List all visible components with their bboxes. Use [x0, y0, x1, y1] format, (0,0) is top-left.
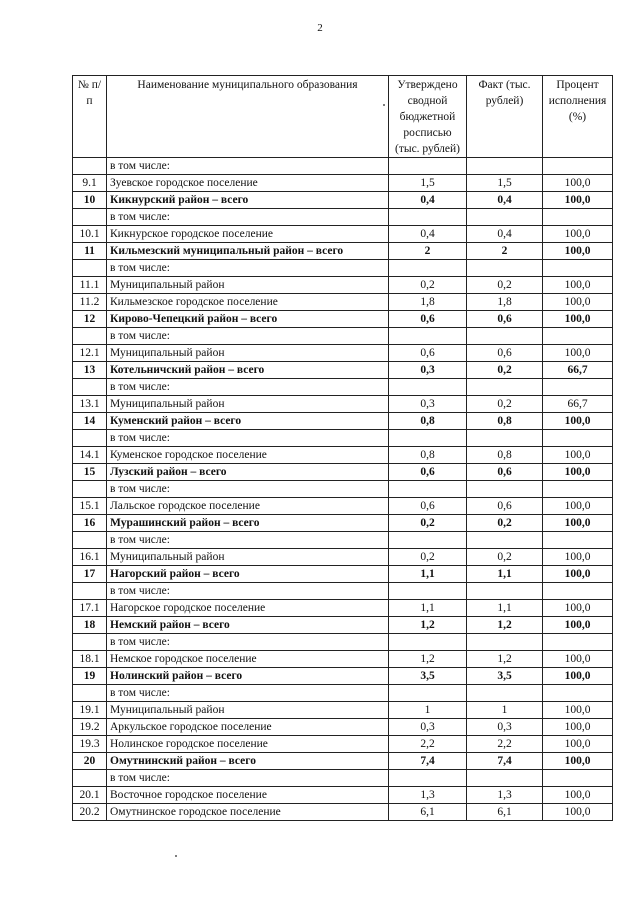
cell-fact: 1,2: [467, 651, 543, 668]
cell-fact: 0,2: [467, 362, 543, 379]
cell-fact: 1,8: [467, 294, 543, 311]
cell-percent: [543, 158, 613, 175]
cell-name: Нагорское городское поселение: [107, 600, 389, 617]
scan-speck: [383, 104, 385, 106]
header-row: [73, 76, 613, 158]
table-row: [73, 532, 613, 549]
cell-approved: [389, 158, 467, 175]
table-row: [73, 498, 613, 515]
cell-approved: 0,2: [389, 515, 467, 532]
cell-fact: 1,1: [467, 600, 543, 617]
table-row-district-total: [73, 192, 613, 209]
cell-percent: 100,0: [543, 719, 613, 736]
cell-approved: 2: [389, 243, 467, 260]
cell-approved: 2,2: [389, 736, 467, 753]
cell-name: в том числе:: [107, 634, 389, 651]
cell-percent: 100,0: [543, 243, 613, 260]
table-row: [73, 430, 613, 447]
cell-approved: [389, 260, 467, 277]
cell-num: 14: [73, 413, 107, 430]
cell-num: 13: [73, 362, 107, 379]
cell-percent: [543, 379, 613, 396]
cell-num: 19.2: [73, 719, 107, 736]
table-row: [73, 260, 613, 277]
cell-approved: [389, 379, 467, 396]
cell-fact: [467, 158, 543, 175]
header-name: Наименование муниципального образования: [107, 76, 389, 158]
cell-num: [73, 481, 107, 498]
cell-num: [73, 379, 107, 396]
cell-fact: [467, 583, 543, 600]
cell-num: 18.1: [73, 651, 107, 668]
cell-percent: 100,0: [543, 804, 613, 821]
header-fact: Факт (тыс. рублей): [467, 76, 543, 158]
cell-num: 20.2: [73, 804, 107, 821]
cell-approved: 1,1: [389, 566, 467, 583]
cell-percent: 100,0: [543, 600, 613, 617]
cell-percent: 100,0: [543, 566, 613, 583]
cell-num: 11.2: [73, 294, 107, 311]
table-row: [73, 294, 613, 311]
cell-approved: [389, 770, 467, 787]
cell-name: в том числе:: [107, 260, 389, 277]
cell-num: 10.1: [73, 226, 107, 243]
header-num: № п/п: [73, 76, 107, 158]
cell-name: в том числе:: [107, 583, 389, 600]
table-row: [73, 702, 613, 719]
cell-name: в том числе:: [107, 328, 389, 345]
cell-num: 20.1: [73, 787, 107, 804]
cell-approved: 0,4: [389, 226, 467, 243]
table-row-district-total: [73, 753, 613, 770]
cell-name: в том числе:: [107, 685, 389, 702]
cell-approved: 1,5: [389, 175, 467, 192]
table-row: [73, 685, 613, 702]
cell-percent: 100,0: [543, 702, 613, 719]
cell-percent: 100,0: [543, 651, 613, 668]
table-row: [73, 634, 613, 651]
cell-num: 15: [73, 464, 107, 481]
cell-fact: [467, 532, 543, 549]
cell-name: в том числе:: [107, 532, 389, 549]
table-row-district-total: [73, 243, 613, 260]
cell-percent: [543, 328, 613, 345]
cell-approved: 0,6: [389, 311, 467, 328]
cell-name: Муниципальный район: [107, 345, 389, 362]
cell-percent: [543, 532, 613, 549]
cell-approved: [389, 481, 467, 498]
cell-num: 15.1: [73, 498, 107, 515]
table-row-district-total: [73, 311, 613, 328]
cell-name: Восточное городское поселение: [107, 787, 389, 804]
cell-percent: 66,7: [543, 362, 613, 379]
table-row: [73, 379, 613, 396]
cell-name: Кикнурский район – всего: [107, 192, 389, 209]
table-row-district-total: [73, 515, 613, 532]
cell-approved: 3,5: [389, 668, 467, 685]
cell-percent: [543, 634, 613, 651]
cell-percent: 100,0: [543, 277, 613, 294]
cell-percent: 100,0: [543, 311, 613, 328]
cell-approved: 0,4: [389, 192, 467, 209]
cell-fact: 0,2: [467, 277, 543, 294]
cell-percent: 100,0: [543, 413, 613, 430]
cell-fact: 0,6: [467, 311, 543, 328]
cell-percent: [543, 260, 613, 277]
cell-num: [73, 583, 107, 600]
table-row: [73, 345, 613, 362]
cell-num: 20: [73, 753, 107, 770]
table-row: [73, 583, 613, 600]
table-row-district-total: [73, 617, 613, 634]
cell-approved: 0,2: [389, 549, 467, 566]
table-row-district-total: [73, 464, 613, 481]
cell-percent: 100,0: [543, 753, 613, 770]
cell-percent: 100,0: [543, 787, 613, 804]
cell-name: в том числе:: [107, 430, 389, 447]
cell-name: Кикнурское городское поселение: [107, 226, 389, 243]
cell-percent: 100,0: [543, 345, 613, 362]
cell-percent: [543, 430, 613, 447]
cell-approved: 6,1: [389, 804, 467, 821]
cell-fact: [467, 634, 543, 651]
cell-approved: [389, 634, 467, 651]
cell-approved: 0,6: [389, 345, 467, 362]
table-row: [73, 277, 613, 294]
table-row: [73, 481, 613, 498]
table-row: [73, 175, 613, 192]
table-row: [73, 719, 613, 736]
cell-percent: [543, 770, 613, 787]
cell-num: 10: [73, 192, 107, 209]
table-row: [73, 396, 613, 413]
cell-name: в том числе:: [107, 481, 389, 498]
table-header: [73, 76, 613, 158]
cell-approved: 0,8: [389, 413, 467, 430]
cell-approved: [389, 685, 467, 702]
header-percent: Процент исполнения (%): [543, 76, 613, 158]
cell-percent: 66,7: [543, 396, 613, 413]
table-row: [73, 549, 613, 566]
cell-name: Мурашинский район – всего: [107, 515, 389, 532]
cell-name: Омутнинское городское поселение: [107, 804, 389, 821]
cell-num: [73, 634, 107, 651]
table-row-district-total: [73, 668, 613, 685]
table-row: [73, 787, 613, 804]
cell-fact: 0,2: [467, 396, 543, 413]
cell-approved: 1,8: [389, 294, 467, 311]
cell-percent: 100,0: [543, 515, 613, 532]
cell-percent: [543, 685, 613, 702]
cell-fact: 2: [467, 243, 543, 260]
cell-name: Кирово-Чепецкий район – всего: [107, 311, 389, 328]
cell-percent: 100,0: [543, 736, 613, 753]
cell-fact: 1,3: [467, 787, 543, 804]
cell-approved: [389, 583, 467, 600]
cell-name: Кильмезский муниципальный район – всего: [107, 243, 389, 260]
cell-percent: 100,0: [543, 668, 613, 685]
cell-num: [73, 430, 107, 447]
cell-fact: 0,6: [467, 498, 543, 515]
cell-num: 14.1: [73, 447, 107, 464]
cell-approved: 0,2: [389, 277, 467, 294]
cell-fact: 1,2: [467, 617, 543, 634]
cell-fact: 1,1: [467, 566, 543, 583]
cell-num: 18: [73, 617, 107, 634]
cell-num: 16: [73, 515, 107, 532]
table-row: [73, 447, 613, 464]
scan-speck: [175, 855, 177, 857]
cell-percent: 100,0: [543, 192, 613, 209]
cell-num: [73, 260, 107, 277]
cell-approved: [389, 209, 467, 226]
cell-num: [73, 158, 107, 175]
cell-approved: 1,2: [389, 651, 467, 668]
cell-percent: 100,0: [543, 226, 613, 243]
cell-approved: 0,8: [389, 447, 467, 464]
table-row: [73, 770, 613, 787]
cell-name: Немское городское поселение: [107, 651, 389, 668]
cell-percent: [543, 481, 613, 498]
cell-num: [73, 685, 107, 702]
cell-name: Кильмезское городское поселение: [107, 294, 389, 311]
cell-num: 12.1: [73, 345, 107, 362]
cell-percent: [543, 583, 613, 600]
cell-num: [73, 209, 107, 226]
cell-approved: 0,6: [389, 498, 467, 515]
cell-name: Муниципальный район: [107, 549, 389, 566]
cell-fact: [467, 379, 543, 396]
cell-num: 17.1: [73, 600, 107, 617]
table-row-district-total: [73, 362, 613, 379]
cell-fact: [467, 209, 543, 226]
cell-num: 17: [73, 566, 107, 583]
table-body: [73, 158, 613, 821]
cell-name: Куменское городское поселение: [107, 447, 389, 464]
cell-name: в том числе:: [107, 158, 389, 175]
cell-approved: 1,1: [389, 600, 467, 617]
cell-approved: 0,3: [389, 362, 467, 379]
table-row: [73, 328, 613, 345]
cell-name: в том числе:: [107, 209, 389, 226]
table-row: [73, 226, 613, 243]
cell-fact: 0,2: [467, 515, 543, 532]
cell-num: 11.1: [73, 277, 107, 294]
cell-name: Омутнинский район – всего: [107, 753, 389, 770]
table-row: [73, 651, 613, 668]
cell-num: 13.1: [73, 396, 107, 413]
cell-approved: [389, 532, 467, 549]
cell-percent: 100,0: [543, 175, 613, 192]
cell-fact: [467, 685, 543, 702]
cell-percent: [543, 209, 613, 226]
cell-fact: 0,4: [467, 226, 543, 243]
cell-approved: 1,2: [389, 617, 467, 634]
header-approved: Утверждено сводной бюджетной росписью (тыс. рублей): [389, 76, 467, 158]
cell-fact: [467, 481, 543, 498]
cell-fact: 0,2: [467, 549, 543, 566]
cell-name: в том числе:: [107, 770, 389, 787]
budget-execution-table: [72, 75, 613, 821]
cell-fact: 0,8: [467, 447, 543, 464]
cell-num: 16.1: [73, 549, 107, 566]
cell-num: 19.3: [73, 736, 107, 753]
table-row: [73, 804, 613, 821]
table-row: [73, 209, 613, 226]
cell-fact: [467, 260, 543, 277]
cell-approved: 1,3: [389, 787, 467, 804]
cell-approved: 0,3: [389, 719, 467, 736]
cell-fact: 0,6: [467, 345, 543, 362]
cell-percent: 100,0: [543, 549, 613, 566]
cell-fact: 7,4: [467, 753, 543, 770]
cell-fact: 0,8: [467, 413, 543, 430]
cell-approved: 7,4: [389, 753, 467, 770]
cell-fact: 1,5: [467, 175, 543, 192]
cell-name: Нолинское городское поселение: [107, 736, 389, 753]
cell-fact: 6,1: [467, 804, 543, 821]
cell-name: Нагорский район – всего: [107, 566, 389, 583]
cell-approved: 0,6: [389, 464, 467, 481]
cell-name: Зуевское городское поселение: [107, 175, 389, 192]
cell-approved: [389, 328, 467, 345]
cell-num: 19: [73, 668, 107, 685]
table-row: [73, 736, 613, 753]
page-number: 2: [317, 22, 323, 34]
table-row: [73, 600, 613, 617]
cell-percent: 100,0: [543, 498, 613, 515]
cell-num: 9.1: [73, 175, 107, 192]
cell-name: Лальское городское поселение: [107, 498, 389, 515]
cell-name: Муниципальный район: [107, 277, 389, 294]
cell-num: 11: [73, 243, 107, 260]
table-row-district-total: [73, 566, 613, 583]
cell-name: Немский район – всего: [107, 617, 389, 634]
cell-name: в том числе:: [107, 379, 389, 396]
cell-fact: 2,2: [467, 736, 543, 753]
cell-num: [73, 532, 107, 549]
cell-percent: 100,0: [543, 464, 613, 481]
cell-fact: 3,5: [467, 668, 543, 685]
cell-num: 12: [73, 311, 107, 328]
cell-name: Муниципальный район: [107, 396, 389, 413]
cell-name: Котельничский район – всего: [107, 362, 389, 379]
cell-fact: 0,6: [467, 464, 543, 481]
cell-percent: 100,0: [543, 617, 613, 634]
cell-fact: [467, 770, 543, 787]
cell-name: Куменский район – всего: [107, 413, 389, 430]
cell-percent: 100,0: [543, 447, 613, 464]
cell-name: Нолинский район – всего: [107, 668, 389, 685]
cell-name: Муниципальный район: [107, 702, 389, 719]
cell-num: 19.1: [73, 702, 107, 719]
cell-fact: 0,3: [467, 719, 543, 736]
table-row-district-total: [73, 413, 613, 430]
cell-approved: [389, 430, 467, 447]
cell-num: [73, 328, 107, 345]
cell-fact: [467, 328, 543, 345]
cell-fact: [467, 430, 543, 447]
cell-name: Аркульское городское поселение: [107, 719, 389, 736]
cell-fact: 0,4: [467, 192, 543, 209]
cell-approved: 0,3: [389, 396, 467, 413]
cell-percent: 100,0: [543, 294, 613, 311]
cell-fact: 1: [467, 702, 543, 719]
cell-approved: 1: [389, 702, 467, 719]
cell-name: Лузский район – всего: [107, 464, 389, 481]
cell-num: [73, 770, 107, 787]
table-row: [73, 158, 613, 175]
